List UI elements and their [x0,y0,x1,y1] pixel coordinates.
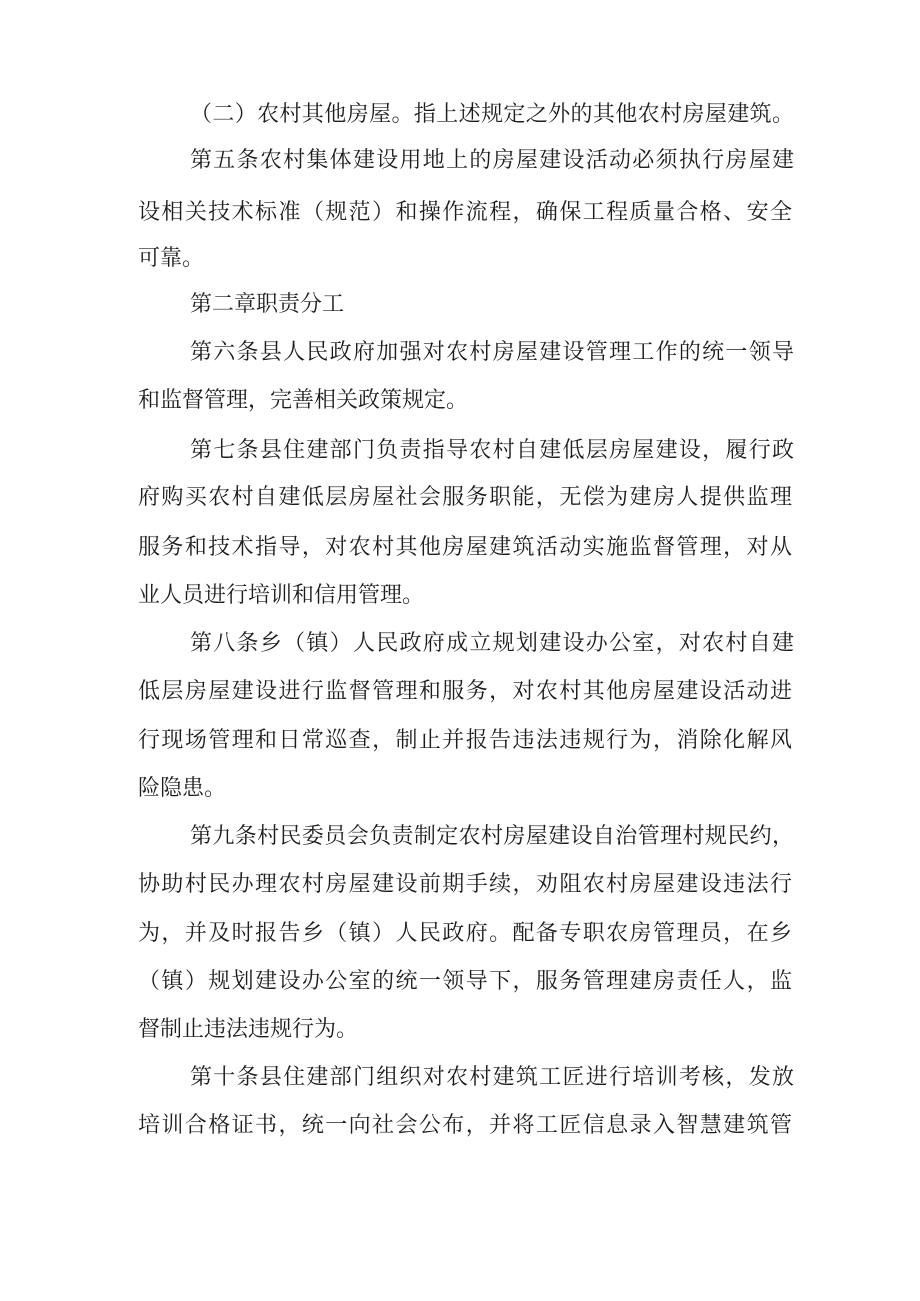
text-line: （镇）规划建设办公室的统一领导下，服务管理建房责任人，监 [138,969,792,994]
text-line: 业人员进行培训和信用管理。 [138,583,425,608]
text-line: 险隐患。 [138,776,227,801]
text-line: 可靠。 [138,246,205,271]
text-line: 服务和技术指导，对农村其他房屋建筑活动实施监督管理，对从 [138,535,792,560]
text-line: 第九条村民委员会负责制定农村房屋建设自治管理村规民约， [190,824,794,849]
text-line: 低层房屋建设进行监督管理和服务，对农村其他房屋建设活动进 [138,679,792,704]
text-line: 设相关技术标准（规范）和操作流程，确保工程质量合格、安全 [138,200,792,225]
text-line: 第七条县住建部门负责指导农村自建低层房屋建设，履行政 [190,438,794,463]
text-line: 督制止违法违规行为。 [138,1017,359,1042]
text-line: （二）农村其他房屋。指上述规定之外的其他农村房屋建筑。 [190,102,794,127]
text-line: 第六条县人民政府加强对农村房屋建设管理工作的统一领导 [190,340,794,365]
chapter-heading: 第二章职责分工 [190,292,345,317]
text-line: 培训合格证书，统一向社会公布，并将工匠信息录入智慧建筑管 [138,1113,792,1138]
text-line: 第八条乡（镇）人民政府成立规划建设办公室，对农村自建 [190,631,794,656]
text-line: 和监督管理，完善相关政策规定。 [138,388,469,413]
text-line: 为，并及时报告乡（镇）人民政府。配备专职农房管理员，在乡 [138,921,792,946]
text-line: 第十条县住建部门组织对农村建筑工匠进行培训考核，发放 [190,1065,794,1090]
text-line: 第五条农村集体建设用地上的房屋建设活动必须执行房屋建 [190,148,794,173]
text-line: 府购买农村自建低层房屋社会服务职能，无偿为建房人提供监理 [138,485,792,510]
text-line: 行现场管理和日常巡查，制止并报告违法违规行为，消除化解风 [138,728,792,753]
text-line: 协助村民办理农村房屋建设前期手续，劝阻农村房屋建设违法行 [138,872,792,897]
